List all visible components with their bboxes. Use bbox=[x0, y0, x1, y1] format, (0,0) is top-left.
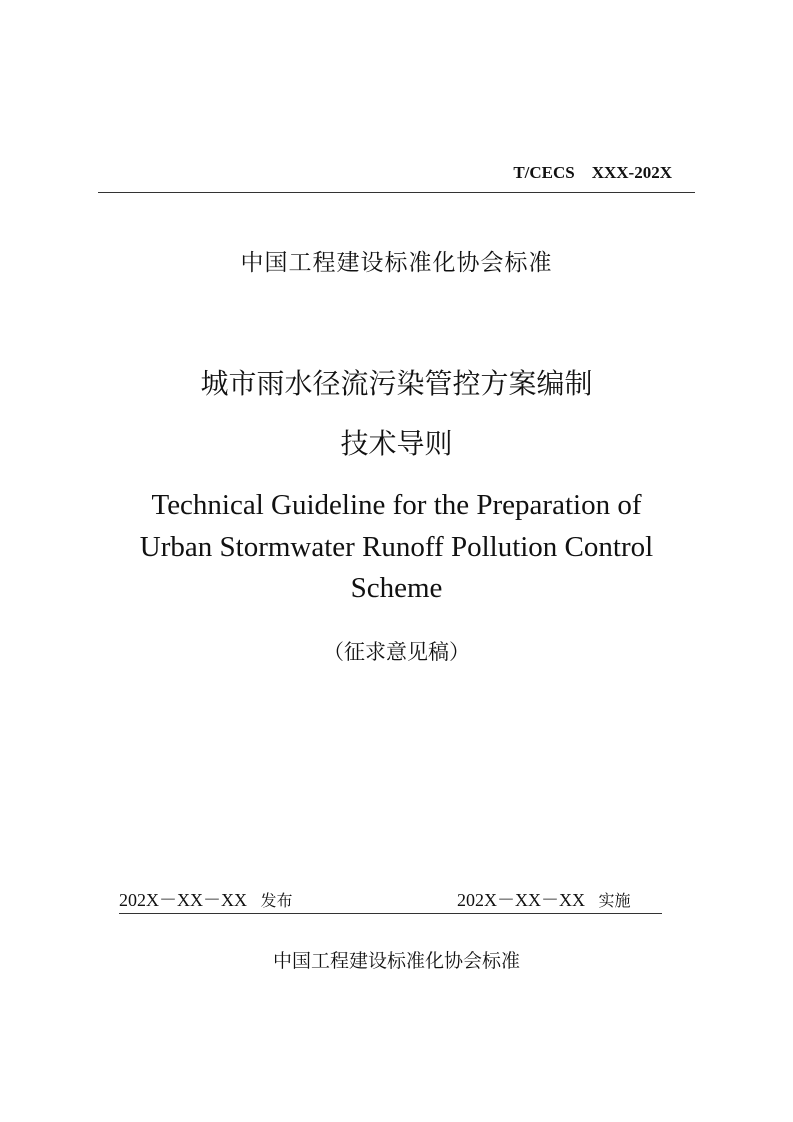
publish-label: 发布 bbox=[260, 891, 293, 910]
publish-date-block bbox=[119, 886, 293, 912]
implement-date: 202X－XX－XX bbox=[457, 890, 585, 910]
organization-title: 中国工程建设标准化协会标准 bbox=[240, 250, 553, 276]
standard-code: T/CECS XXX-202X bbox=[513, 163, 672, 182]
footer-divider bbox=[119, 913, 662, 914]
implement-date-block bbox=[457, 886, 631, 912]
title-en-line3: Scheme bbox=[350, 572, 443, 604]
title-en-line2: Urban Stormwater Runoff Pollution Control bbox=[139, 531, 654, 563]
implement-label: 实施 bbox=[598, 891, 631, 910]
title-cn-line1: 城市雨水径流污染管控方案编制 bbox=[200, 367, 593, 400]
title-en-line1: Technical Guideline for the Preparation of bbox=[151, 489, 642, 521]
draft-label: （征求意见稿） bbox=[323, 640, 470, 664]
footer-organization: 中国工程建设标准化协会标准 bbox=[272, 950, 520, 972]
title-cn-line2: 技术导则 bbox=[340, 427, 453, 460]
publish-date: 202X－XX－XX bbox=[119, 890, 247, 910]
header-divider bbox=[98, 192, 695, 193]
